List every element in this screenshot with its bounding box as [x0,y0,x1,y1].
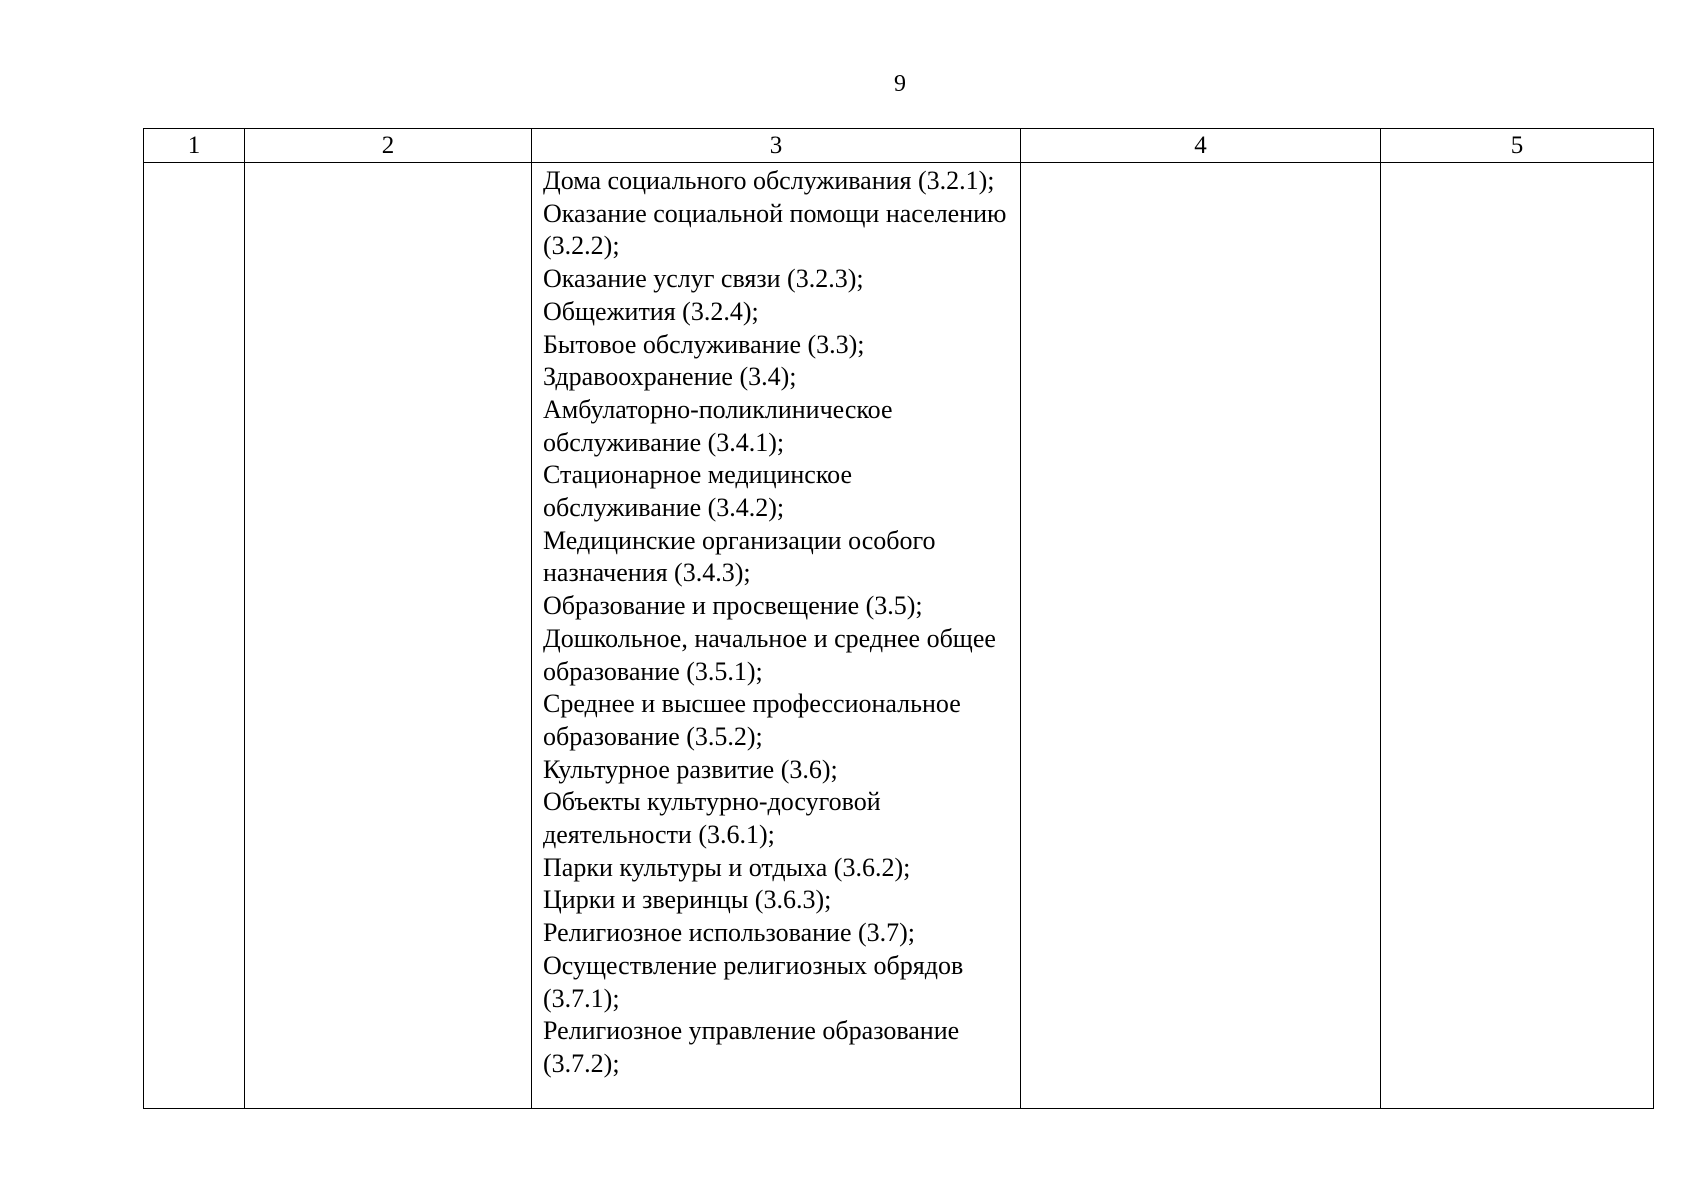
list-item: Культурное развитие (3.6); [543,754,838,784]
column-header-2: 2 [245,129,532,163]
list-item: Религиозное использование (3.7); [543,918,916,948]
list-item: Образование и просвещение (3.5); [543,591,923,621]
table-cell-col4 [1021,163,1381,1109]
list-item: Объекты культурно-досуговой деятельности (3.6.1); [543,787,881,850]
list-item: Медицинские организации особого назначения (3.4.3); [543,525,936,588]
table-cell-col5 [1381,163,1654,1109]
list-item: Общежития (3.2.4); [543,296,759,326]
list-item: Бытовое обслуживание (3.3); [543,329,865,359]
column-header-3: 3 [532,129,1021,163]
column-header-5: 5 [1381,129,1654,163]
table-cell-col2 [245,163,532,1109]
list-item: Дошкольное, начальное и среднее общее образование (3.5.1); [543,623,996,686]
column-header-4: 4 [1021,129,1381,163]
document-table [143,128,1654,1109]
list-item: Осуществление религиозных обрядов (3.7.1); [543,950,964,1013]
list-item: Оказание услуг связи (3.2.3); [543,264,864,294]
land-use-list [532,163,1020,1081]
list-item: Здравоохранение (3.4); [543,362,797,392]
list-item: Дома социального обслуживания (3.2.1); [543,166,995,195]
column-header-1: 1 [144,129,245,163]
list-item: Амбулаторно-поликлиническое обслуживание (3.4.1); [543,394,893,457]
table-header-row [144,129,1654,163]
table-cell-col1 [144,163,245,1109]
table-cell-col3 [532,163,1021,1109]
list-item: Оказание социальной помощи населению (3.2.2); [543,198,1007,261]
list-item: Парки культуры и отдыха (3.6.2); [543,852,911,882]
page-number: 9 [894,71,906,97]
list-item: Цирки и зверинцы (3.6.3); [543,885,832,915]
list-item: Религиозное управление образование (3.7.2); [543,1016,960,1078]
table-row [144,163,1654,1109]
list-item: Среднее и высшее профессиональное образование (3.5.2); [543,689,961,751]
list-item: Стационарное медицинское обслуживание (3.4.2); [543,460,853,523]
